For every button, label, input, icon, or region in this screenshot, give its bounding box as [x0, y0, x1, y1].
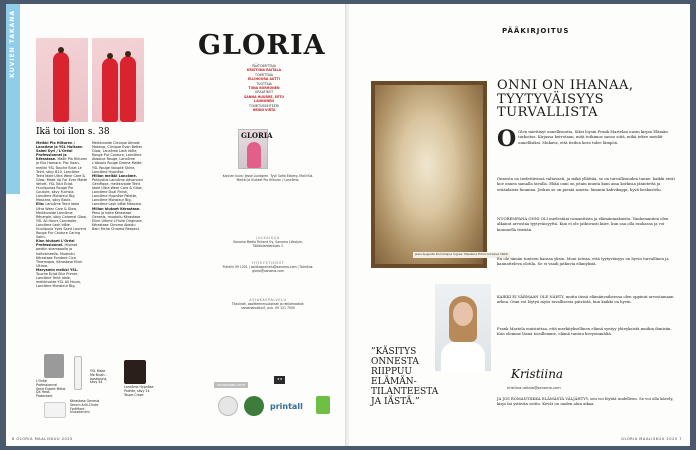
- cover-figure: [247, 142, 261, 168]
- model-figure: [120, 56, 136, 122]
- customer-service-block: [220, 296, 316, 310]
- cover-logo: GLORIA: [241, 131, 273, 140]
- right-folio: GLORIA MAALISKUU 2025 7: [621, 437, 682, 441]
- painting-frame: [371, 81, 487, 268]
- editorial-headline: ONNI ON IHANAA, TYYTYVÄISYYS TURVALLISTA: [497, 78, 634, 120]
- portrait-shirt: [441, 342, 485, 371]
- masthead: [234, 64, 294, 112]
- printall-logo: printall: [270, 402, 303, 411]
- editor-portrait: [435, 284, 491, 371]
- body-paragraph: Frank Martela muistuttaa, että merkityksellinen elämä syntyy yhteyksistä muihin ihmisiin. Kun olemme läsnä toisillemme, elämä tuntuu kevyemmältä.: [497, 326, 672, 337]
- masthead-name: SANNA HUURRE, EETU LAUNONEN: [243, 94, 285, 104]
- product-heat-protectant: [44, 354, 64, 378]
- credit-paragraph: Millan meikki Lancôme. Pohjustus Lancôme Advanced Génifique, meikkivoide Teint Idole Ultra Wear Care & Glow, Lancôme Dual Finish, Lancôme Hypnôse Palette, Lancôme Monsieur Big, Lancôme Lash Idôle Mascara.: [92, 173, 143, 207]
- pefc-icon: [316, 396, 330, 414]
- credit-paragraph: Meikkivoide Clinique Almost Makeup, Clinique Even Better Glow, Lancôme Lash Idôle, Rouge Pur Couture, Lancôme Absolue Rouge, Lancôme L'Absolu Rouge Drama Matte, YSL Rouge Volupté Shine, Lancôme Hypnôse.: [92, 141, 143, 174]
- painting-caption: Jean-Auguste Dominique Ingres: Madame Edmond Cavé 1844: [415, 252, 508, 256]
- photo-caption: Ikä toi ilon s. 38: [36, 127, 110, 137]
- painting-image: [375, 85, 483, 264]
- body-paragraph: NUOREMPANA ONNI OLI mielestäni romanttista ja elämänmakuista. Vanhemmiten olen alkanut arvostaa tyytyväisyyttä. Kun ei ole jatkuvasti kiire, kun saa olla rauhassa ja voi kuunnella itseään.: [497, 216, 669, 232]
- quality-badge: ★★: [274, 376, 285, 384]
- model-figure: [102, 58, 118, 122]
- product-label: Kérastase Genesis Serum Anti-Chute Fortifiant -hiusseerumi: [70, 399, 100, 415]
- ecolabel-icon: [244, 396, 264, 416]
- credit-paragraph: Maryamin meikki YSL. Touche Éclat Blur Primer, Lancôme Teint Idole, meikkivoide YSL All Hours, Lancôme Monsieur Big.: [36, 267, 82, 289]
- block-heading: YHTEYSTIEDOT: [251, 261, 285, 265]
- publisher-block: [220, 234, 316, 248]
- portrait-face: [453, 302, 473, 326]
- gloria-logo: GLORIA: [198, 30, 326, 61]
- model-figure: [53, 52, 69, 122]
- block-heading: ASIAKASPALVELU: [249, 298, 287, 302]
- section-tab: [6, 4, 20, 194]
- editor-email[interactable]: kristiina.raitala@sanoma.com: [507, 386, 561, 390]
- behind-the-scenes-photo-1: [36, 38, 88, 122]
- body-intro: [497, 126, 675, 152]
- product-label: YSL Make Me Blush -poskipuna, sävy 44: [90, 369, 108, 385]
- block-text: Puhelin 09 1201 | asiakaspalvelu@sanoma.com | Toimitus: gloria@sanoma.com: [222, 265, 314, 273]
- masthead-role: TUOTTAJA: [256, 81, 272, 86]
- body-paragraph: JA JOS ROMANTIIKKA ELÄMÄSTÄ VÄLJÄHTYY, sen voi löytää uudelleen. Se voi olla kävely, kirja tai ystävän soitto. Kevät on uuden alun aikaa.: [497, 396, 674, 407]
- block-text: Tilaukset, osoitteenmuutokset ja reklamaatiot: sanomaluotto.fi, puh. 09 121 7000: [231, 302, 305, 310]
- pull-quote: ”KÄSITYS ONNESTA RIIPPUU ELÄMÄN-TILANTEESTA JA IÄSTÄ.”: [371, 347, 439, 407]
- left-page: [6, 4, 346, 446]
- product-label: Lancôme Hypnôse Palette, sävy 14 Taupe Craze: [124, 385, 154, 397]
- right-page: [349, 4, 690, 446]
- credits-column-1: [36, 141, 88, 288]
- credits-column-2: [92, 141, 144, 231]
- body-paragraph: Onnesta on tiedettävissä valtavasti, ja mikä yllättää, se on turvallisuuden tunne: kaikki eivät koe onnea samalla tavalla. Ehkä onni on jotain muuta kuin aina korkeaa jännitettä ja eräänlaista huumaa. Joskus se on pieniä asioita: lämmin kahvikuppi, hyvä keskustelu.: [497, 176, 675, 192]
- masthead-role: TOIMITTAJA: [255, 72, 273, 77]
- credit-paragraph: Ella: Lancôme Teint Idole Ultra Wear Care & Glow, Meikkivoide Lancôme Rénergie, sävy Caramel Glow, YSL All Hours Concealer, Lancôme Lash Idôle. Huulipuna Yves Saint Laurent Rouge Pur Couture Caring Satin.: [36, 202, 87, 240]
- product-serum: [44, 402, 66, 418]
- section-label: PÄÄKIRJOITUS: [502, 27, 570, 35]
- product-label: L'Oréal Professionnel Serie Expert Metal DX Heat-Protectant: [36, 379, 66, 399]
- cover-credits: Kannen kuva: Jesse Lundgren. Tyyli Sofia Ekberg. Malli Kia. Meikki ja hiukset Pia Hilturen / Lancôme.: [222, 174, 314, 182]
- masthead-name: KRISTIINA RAITALA: [246, 68, 282, 73]
- masthead-name: HENNI VIRTA: [252, 108, 276, 113]
- contact-block: [220, 259, 316, 273]
- left-folio: 6 GLORIA MAALISKUU 2025: [12, 437, 73, 441]
- masthead-name: TIINA KORHONEN: [248, 86, 280, 91]
- block-text: Sanoma Media Finland Oy, Sanoma Lifestyle, Töölönlahdenkatu 2: [233, 240, 303, 248]
- credit-paragraph: Meikki Pia Hilturen / Lancôme ja YSL Huiksen Saimi Syri / L'Oréal Professionnel ja Kérastase. Mallit Pia Hilturen ja Ella Hamara. Pia: Kaan-meikki YSL Touche Éclat Le Teint, sävy B10, Lancôme Teint Idole Ultra Wear Care & Glow, Make Up For Ever Matte Velvet, YSL Tout Éclat. Huulipunaa Rouge Pur Couture, sävy Fuchsia. Lancôme Monsieur Big Mascara, sävy Black.: [36, 141, 88, 203]
- credit-paragraph: Kian hiukset L'Oréal Professionnel. Hiukset pestiin shampoolla ja hoitoaineella. Muotoilu Kérastase Fondant Cica Thermique, Kérastase Elixir Ultime.: [36, 239, 83, 268]
- drop-cap: O: [497, 126, 517, 152]
- masthead-role: TOIMITUSSIHTEERI: [249, 103, 279, 108]
- product-eyeshadow-palette: [124, 360, 146, 384]
- credit-paragraph: Millan hiukset Kérastase. Pesu ja hoito Kérastase Genesis, muotoilu Kérastase Elixir Ultime L'Huile Originale, Kérastase Chroma Absolu Bain Riche Chroma Respect.: [92, 206, 143, 231]
- body-paragraph: En ole tämän tunteen kanssa yksin. Moni toteaa, että tyytyväisyys on hyvin turvallinen ja kannatteleva olotila. Se ei vaadi jatkuvia elämyksiä.: [497, 256, 669, 267]
- behind-the-scenes-photo-2: [92, 38, 144, 122]
- masthead-role: GRAAFIKOT: [254, 90, 274, 95]
- editor-signature: Kristiina: [511, 367, 564, 381]
- model-head: [58, 47, 64, 53]
- model-head: [125, 51, 131, 57]
- section-tab-label: KUVIEN TAKANA: [9, 10, 16, 78]
- model-head: [107, 53, 113, 59]
- masthead-name: ELLINOORA AUTTI: [247, 77, 281, 82]
- footer-badge: KOTIMAINEN LEHTI: [214, 382, 248, 388]
- cover-thumbnail: [238, 129, 273, 169]
- certification-seal: [218, 396, 238, 416]
- intro-text: Olen miettinyt onnellisuutta. Siksi löysin Frank Martelan uusin kirjan Elämän tarkoitus. Kirjassa kerrotaan, mitä tutkimus sanoo siitä, mikä tekee meidät onnellisiksi. Mukava, että tiedon kera tulee lämpöä.: [518, 129, 668, 145]
- product-blush: [74, 356, 82, 390]
- block-heading: JULKAISIJA: [256, 236, 280, 240]
- body-paragraph: KAIKKI EI VÄRMAAN OLE NÄHTY, mutta tässä elämänvaiheessa olen oppinut arvostamaan arkea. Onni voi löytyä myös tavallisesta päivästä, kun kaikki on hyvin.: [497, 294, 674, 305]
- masthead-role: PÄÄTOIMITTAJA: [252, 64, 276, 68]
